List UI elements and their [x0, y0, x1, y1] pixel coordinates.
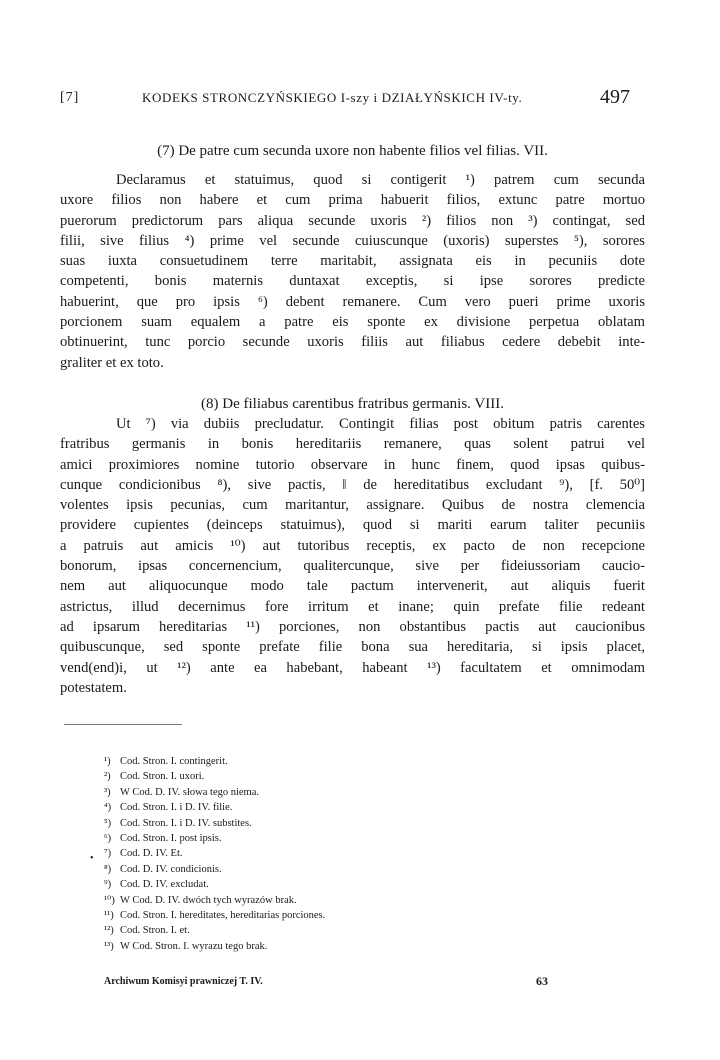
- page-number: 497: [600, 86, 630, 108]
- text-line: obtinuerint, tunc porcio secunde uxoris filiis aut filiabus cedere debebit inte-: [60, 334, 645, 351]
- footnote: [104, 908, 464, 923]
- text-line: graliter et ex toto.: [60, 354, 164, 371]
- text-line: providere cupientes (deinceps statuimus), quod si mariti earum taliter pecuniis: [60, 517, 645, 534]
- footnote: [104, 877, 464, 892]
- footnote: [104, 846, 464, 861]
- footnote-mark: ⁵): [104, 817, 112, 829]
- section-7-body: [60, 170, 645, 373]
- footnote-mark: ⁶): [104, 833, 112, 845]
- footnote-text: Cod. Stron. I. i D. IV. substites.: [120, 817, 252, 829]
- text-line: suas iuxta consuetudinem terre maritabit, assignata eis in pecuniis dote: [60, 253, 645, 270]
- text-line: habuerint, que pro ipsis ⁶) debent remanere. Cum vero pueri prime uxoris: [60, 293, 645, 310]
- footnote-mark: ¹): [104, 756, 111, 767]
- footnote: [104, 754, 464, 769]
- header-title: KODEKS STRONCZYŃSKIEGO I-szy i DZIAŁYŃSKICH IV-ty.: [142, 90, 523, 105]
- footnote-text: Cod. Stron. I. contingerit.: [120, 756, 228, 767]
- text-line: cunque condicionibus ⁸), sive pactis, ‖ de hereditatibus excludant ⁹), [f. 50⁰]: [60, 476, 645, 493]
- text-line: Ut ⁷) via dubiis precludatur. Contingit filias post obitum patris carentes: [116, 416, 645, 432]
- footnote-text: W Cod. Stron. I. wyrazu tego brak.: [120, 940, 268, 952]
- margin-dot: •: [90, 853, 94, 864]
- section-7-title: (7) De patre cum secunda uxore non habente filios vel filias. VII.: [157, 143, 548, 159]
- footnote-mark: ¹⁰): [104, 894, 115, 906]
- text-line: potestatem.: [60, 679, 127, 696]
- footnote-text: Cod. Stron. I. i D. IV. filie.: [120, 802, 233, 814]
- footnote-mark: ¹³): [104, 940, 114, 952]
- text-line: quibuscunque, sed sponte prefate filie bona sua hereditaria, si ipsis placet,: [60, 639, 645, 656]
- footnote-text: Cod. Stron. I. hereditates, hereditarias porciones.: [120, 910, 326, 922]
- footnote-text: Cod. Stron. I. post ipsis.: [120, 833, 222, 845]
- running-header: [60, 86, 630, 110]
- footnote-mark: ⁹): [104, 879, 112, 891]
- header-section-number: [7]: [60, 90, 80, 105]
- footer-text: Archiwum Komisyi prawniczej T. IV.: [104, 976, 263, 987]
- text-line: nem aut aliquocunque modo tale pactum intervenerit, aut aliquis fuerit: [60, 578, 645, 595]
- section-8-body: [60, 414, 645, 698]
- footnote-mark: ¹²): [104, 925, 114, 937]
- footnote: [104, 939, 464, 954]
- text-line: astrictus, illud decernimus fore irritum et inane; quin prefate filie redeant: [60, 598, 645, 615]
- footnote: [104, 862, 464, 877]
- text-line: vend(end)i, ut ¹²) ante ea habebant, habeant ¹³) facultatem et omnimodam: [60, 659, 645, 676]
- footnote-mark: ¹¹): [104, 910, 114, 922]
- footnote: [104, 785, 464, 800]
- footnote: [104, 816, 464, 831]
- page-footer: [104, 976, 584, 992]
- signature-number: 63: [536, 974, 548, 988]
- footnotes: [104, 754, 464, 954]
- text-line: Declaramus et statuimus, quod si contigerit ¹) patrem cum secunda: [116, 172, 645, 188]
- footnote-text: Cod. Stron. I. et.: [120, 925, 190, 937]
- section-8-title: (8) De filiabus carentibus fratribus germanis. VIII.: [201, 396, 504, 412]
- text-line: porcionem suam equalem a patre eis sponte ex divisione perpetua oblatam: [60, 314, 645, 331]
- text-line: filii, sive filius ⁴) prime vel secunde cuiuscunque (uxoris) superstes ⁵), sorores: [60, 232, 645, 249]
- footnote: [104, 893, 464, 908]
- footnote-text: W Cod. D. IV. dwóch tych wyrazów brak.: [120, 894, 297, 906]
- text-line: ad ipsarum hereditarias ¹¹) porciones, non obstantibus pactis aut caucionibus: [60, 618, 645, 635]
- text-line: puerorum predictorum pars aliqua secunde uxoris ²) filios non ³) contingat, sed: [60, 212, 645, 229]
- footnote: [104, 800, 464, 815]
- footnote-mark: ³): [104, 786, 111, 798]
- footnote-separator: [64, 724, 182, 725]
- footnote-text: W Cod. D. IV. słowa tego niema.: [120, 786, 260, 798]
- text-line: competenti, bonis maternis duntaxat exceptis, si ipse sorores predicte: [60, 273, 645, 290]
- footnote-mark: ²): [104, 771, 111, 783]
- footnote-text: Cod. D. IV. condicionis.: [120, 863, 222, 875]
- text-line: uxore filios non habere et cum prima habuerit filios, extunc patre mortuo: [60, 192, 645, 209]
- text-line: bonorum, ipsas concernencium, qualitercunque, sive per fideiussoriam caucio-: [60, 558, 645, 575]
- text-line: volentes ipsis pecunias, cum maritantur, assignare. Quibus de nostra clemencia: [60, 497, 645, 514]
- footnote: [104, 923, 464, 938]
- footnote-mark: ⁴): [104, 802, 112, 814]
- text-line: fratribus germanis in bonis hereditariis remanere, quas solent patrui vel: [60, 436, 645, 453]
- footnote: [104, 769, 464, 784]
- footnote-text: Cod. D. IV. Et.: [120, 848, 183, 860]
- text-line: amici proximiores nomine tutorio observare in hunc finem, quod ipsas quibus-: [60, 456, 645, 473]
- footnote-mark: ⁷): [104, 848, 112, 860]
- footnote-mark: ⁸): [104, 863, 112, 875]
- footnote-text: Cod. Stron. I. uxori.: [120, 771, 205, 783]
- footnote-text: Cod. D. IV. excludat.: [120, 879, 209, 891]
- text-line: a patruis aut amicis ¹⁰) aut tutoribus receptis, ex pacto de non recepcione: [60, 537, 645, 554]
- footnote: [104, 831, 464, 846]
